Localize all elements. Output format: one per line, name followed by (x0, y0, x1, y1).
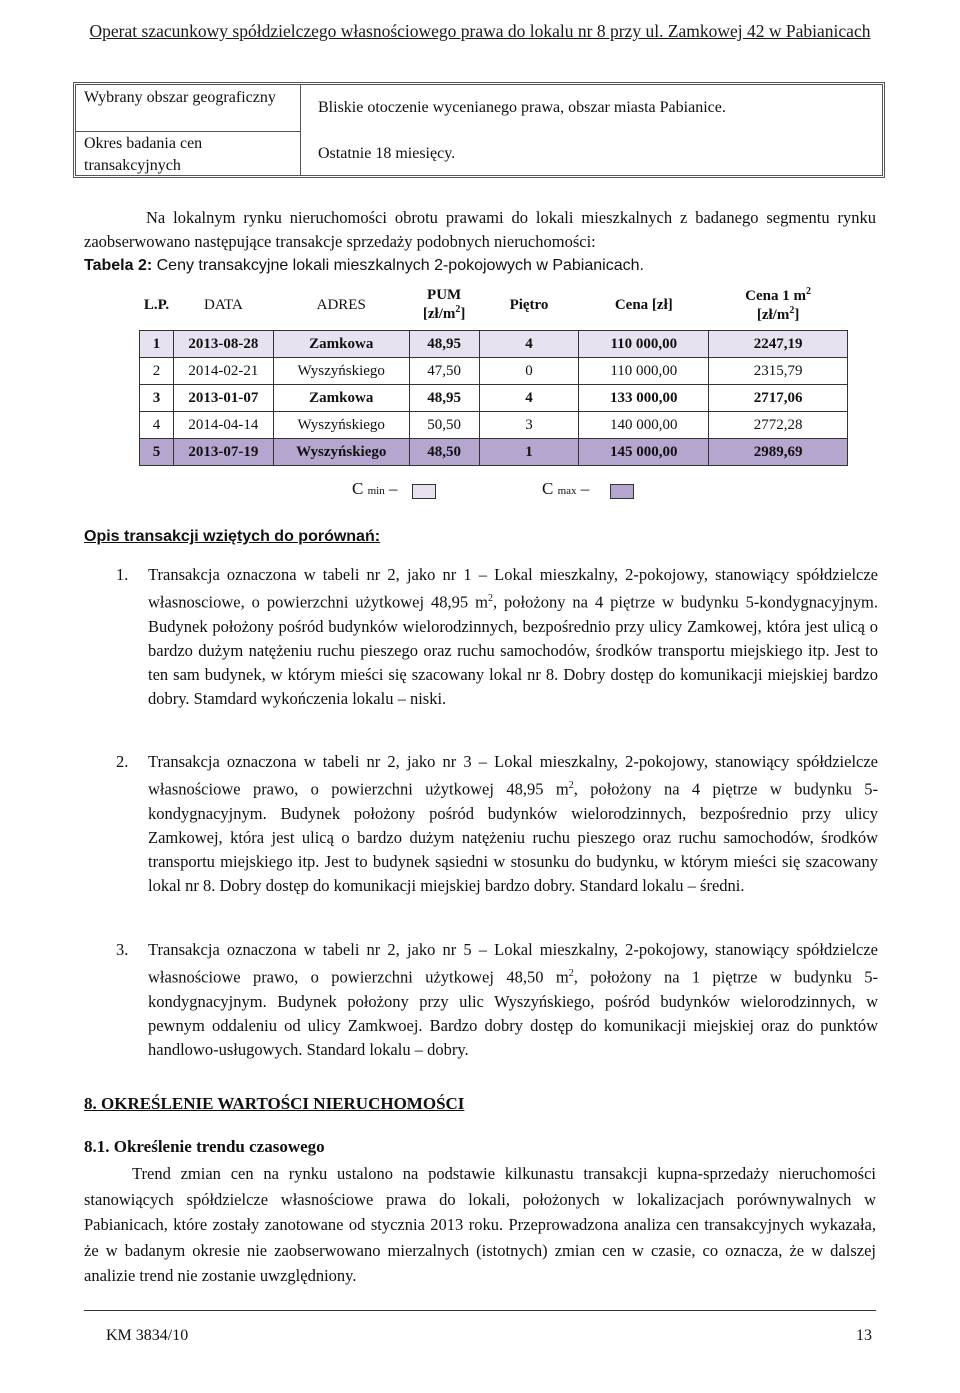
cell-date: 2013-01-07 (173, 385, 273, 412)
cell-price: 110 000,00 (579, 358, 709, 385)
table-header-row (140, 280, 848, 331)
cell-lp: 1 (140, 331, 174, 358)
legend-max-dash: – (580, 479, 590, 498)
cell-address: Zamkowa (273, 331, 409, 358)
cell-price: 140 000,00 (579, 412, 709, 439)
legend-min-label: min (367, 485, 385, 497)
legend-min-dash: – (388, 479, 398, 498)
list-item-number: 2. (116, 752, 129, 771)
table-row (140, 439, 848, 466)
table-row (140, 331, 848, 358)
cell-price-m2: 2989,69 (709, 439, 848, 466)
col-header-date: DATA (203, 296, 243, 313)
info-box-divider (76, 131, 300, 132)
legend-min (352, 479, 397, 499)
cell-floor: 0 (479, 358, 579, 385)
list-item-text: Transakcja oznaczona w tabeli nr 2, jako nr 5 – Lokal mieszkalny, 2-pokojowy, stanowiący spółdzielcze własnościowe prawo, o powierzchni użytkowej 48,50 $m^2$, położony na 1 piętrze w budynku 5-kondygnacyjnym. Budynek położony przy ulic Wyszyńskiego, pośród budynków wielorodzinnych, w pewnym oddaleniu od ulicy Zamkwoej. Bardzo dobry dostęp do komunikacji miejskiej oraz do punktów handlowo-usługowych. Standard lokalu – dobry. (148, 940, 878, 1059)
legend-min-swatch (412, 484, 436, 499)
info-label-period: Okres badania cen transakcyjnych (84, 135, 203, 174)
legend-min-c: C (352, 479, 364, 498)
cell-address: Zamkowa (273, 385, 409, 412)
list-item-number: 3. (116, 940, 129, 959)
cell-pum: 50,50 (409, 412, 479, 439)
running-header: Operat szacunkowy spółdzielczego własnościowego prawa do lokalu nr 8 przy ul. Zamkowej 42 w Pabianicach (89, 21, 871, 41)
cell-floor: 3 (479, 412, 579, 439)
cell-pum: 48,95 (409, 385, 479, 412)
legend-max-label: max (557, 485, 577, 497)
transactions-table (139, 280, 848, 466)
section-8-title: 8. OKREŚLENIE WARTOŚCI NIERUCHOMOŚCI (84, 1094, 465, 1113)
info-box (73, 82, 885, 178)
info-label-area: Wybrany obszar geograficzny (84, 89, 276, 106)
cell-address: Wyszyńskiego (273, 439, 409, 466)
cell-price-m2: 2315,79 (709, 358, 848, 385)
col-header-pum (409, 280, 479, 331)
table-row (140, 358, 848, 385)
cell-lp: 4 (140, 412, 174, 439)
section-8-1-title: 8.1. Określenie trendu czasowego (84, 1137, 325, 1156)
list-item (116, 750, 878, 930)
cell-floor: 4 (479, 385, 579, 412)
cell-date: 2014-04-14 (173, 412, 273, 439)
pum-unit: $[zł/m^2]$ (422, 304, 466, 322)
info-value-period: Ostatnie 18 miesięcy. (318, 145, 456, 162)
table-caption-label: Tabela 2: (84, 257, 153, 274)
list-item-text: Transakcja oznaczona w tabeli nr 2, jako nr 3 – Lokal mieszkalny, 2-pokojowy, stanowiący spółdzielcze własnościowe prawo, o powierzchni użytkowej 48,95 $m^2$, położony na 4 piętrze w budynku 5-kondygnacyjnym. Budynek położony pośród budynków wielorodzinnych, bezpośrednio przy ulicy Zamkowej, która jest ulicą o bardzo dużym natężeniu ruchu pieszego oraz ruchu samochodów, środków transportu miejskiego itp. Jest to budynek sąsiedni w stosunku do budynku, w którym mieści się szacowany lokal nr 8. Dobry dostęp do komunikacji miejskiej bardzo dobry. Standard lokalu – średni. (148, 752, 878, 895)
cell-price: 145 000,00 (579, 439, 709, 466)
legend-max (542, 479, 589, 499)
list-item-text: Transakcja oznaczona w tabeli nr 2, jako nr 1 – Lokal mieszkalny, 2-pokojowy, stanowiący spółdzielcze własnosciowe, o powierzchni użytkowej 48,95 $m^2$, położony na 4 piętrze w budynku 5-kondygnacyjnym. Budynek położony pośród budynków wielorodzinnych, bezpośrednio przy ulicy Zamkowej, która jest ulicą o bardzo dużym natężeniu ruchu pieszego oraz ruchu samochodów, środków transportu miejskiego itp. Jest to ten sam budynek, w którym mieści się szacowany lokal nr 8. Dobry dostęp do komunikacji miejskiej bardzo dobry. Stamdard wykończenia lokalu – niski. (148, 565, 878, 708)
footer-rule (84, 1310, 876, 1311)
info-value-area: Bliskie otoczenie wycenianego prawa, obszar miasta Pabianice. (318, 99, 726, 116)
table-row (140, 412, 848, 439)
price-m2-label: Cena 1 $m^2$ (745, 286, 811, 304)
legend-max-c: C (542, 479, 554, 498)
legend-max-swatch (610, 484, 634, 499)
col-header-price: Cena [zł] (614, 296, 673, 313)
list-item (116, 563, 878, 743)
pum-label: PUM (427, 287, 462, 303)
list-item (116, 938, 878, 1068)
table-row (140, 385, 848, 412)
page-number: 13 (856, 1327, 872, 1344)
cell-lp: 3 (140, 385, 174, 412)
cell-address: Wyszyńskiego (273, 412, 409, 439)
cell-price: 133 000,00 (579, 385, 709, 412)
descriptions-title: Opis transakcji wziętych do porównań: (84, 528, 381, 545)
cell-price-m2: 2772,28 (709, 412, 848, 439)
info-box-divider-vertical (300, 85, 301, 175)
cell-lp: 5 (140, 439, 174, 466)
col-header-lp: L.P. (143, 296, 170, 313)
footer-document-number: KM 3834/10 (106, 1327, 189, 1344)
cell-floor: 4 (479, 331, 579, 358)
cell-date: 2013-08-28 (173, 331, 273, 358)
cell-lp: 2 (140, 358, 174, 385)
cell-pum: 47,50 (409, 358, 479, 385)
cell-address: Wyszyńskiego (273, 358, 409, 385)
table-caption-text: Ceny transakcyjne lokali mieszkalnych 2-pokojowych w Pabianicach. (152, 257, 644, 274)
cell-price-m2: 2717,06 (709, 385, 848, 412)
col-header-floor: Piętro (509, 296, 549, 313)
cell-floor: 1 (479, 439, 579, 466)
table-caption (84, 257, 644, 275)
price-m2-unit: $[zł/m^2]$ (756, 305, 800, 323)
intro-paragraph: Na lokalnym rynku nieruchomości obrotu prawami do lokali mieszkalnych z badanego segmentu rynku zaobserwowano następujące transakcje sprzedaży podobnych nieruchomości: (84, 208, 876, 251)
cell-price: 110 000,00 (579, 331, 709, 358)
section-8-1-paragraph: Trend zmian cen na rynku ustalono na podstawie kilkunastu transakcji kupna-sprzedaży nieruchomości stanowiących spółdzielcze własnościowe prawa do lokali, położonych w lokalizacjach porównywalnych w Pabianicach, które zostały zanotowane od stycznia 2013 roku. Przeprowadzona analiza cen transakcyjnych wykazała, że w badanym okresie nie zaobserwowano mierzalnych (istotnych) zmian cen w czasie, co oznacza, że w dalszej analizie trend nie zostanie uwzględniony. (84, 1164, 876, 1285)
cell-pum: 48,50 (409, 439, 479, 466)
cell-date: 2013-07-19 (173, 439, 273, 466)
cell-pum: 48,95 (409, 331, 479, 358)
cell-price-m2: 2247,19 (709, 331, 848, 358)
cell-date: 2014-02-21 (173, 358, 273, 385)
col-header-address: ADRES (316, 296, 366, 313)
list-item-number: 1. (116, 565, 129, 584)
col-header-price-m2 (709, 280, 848, 331)
